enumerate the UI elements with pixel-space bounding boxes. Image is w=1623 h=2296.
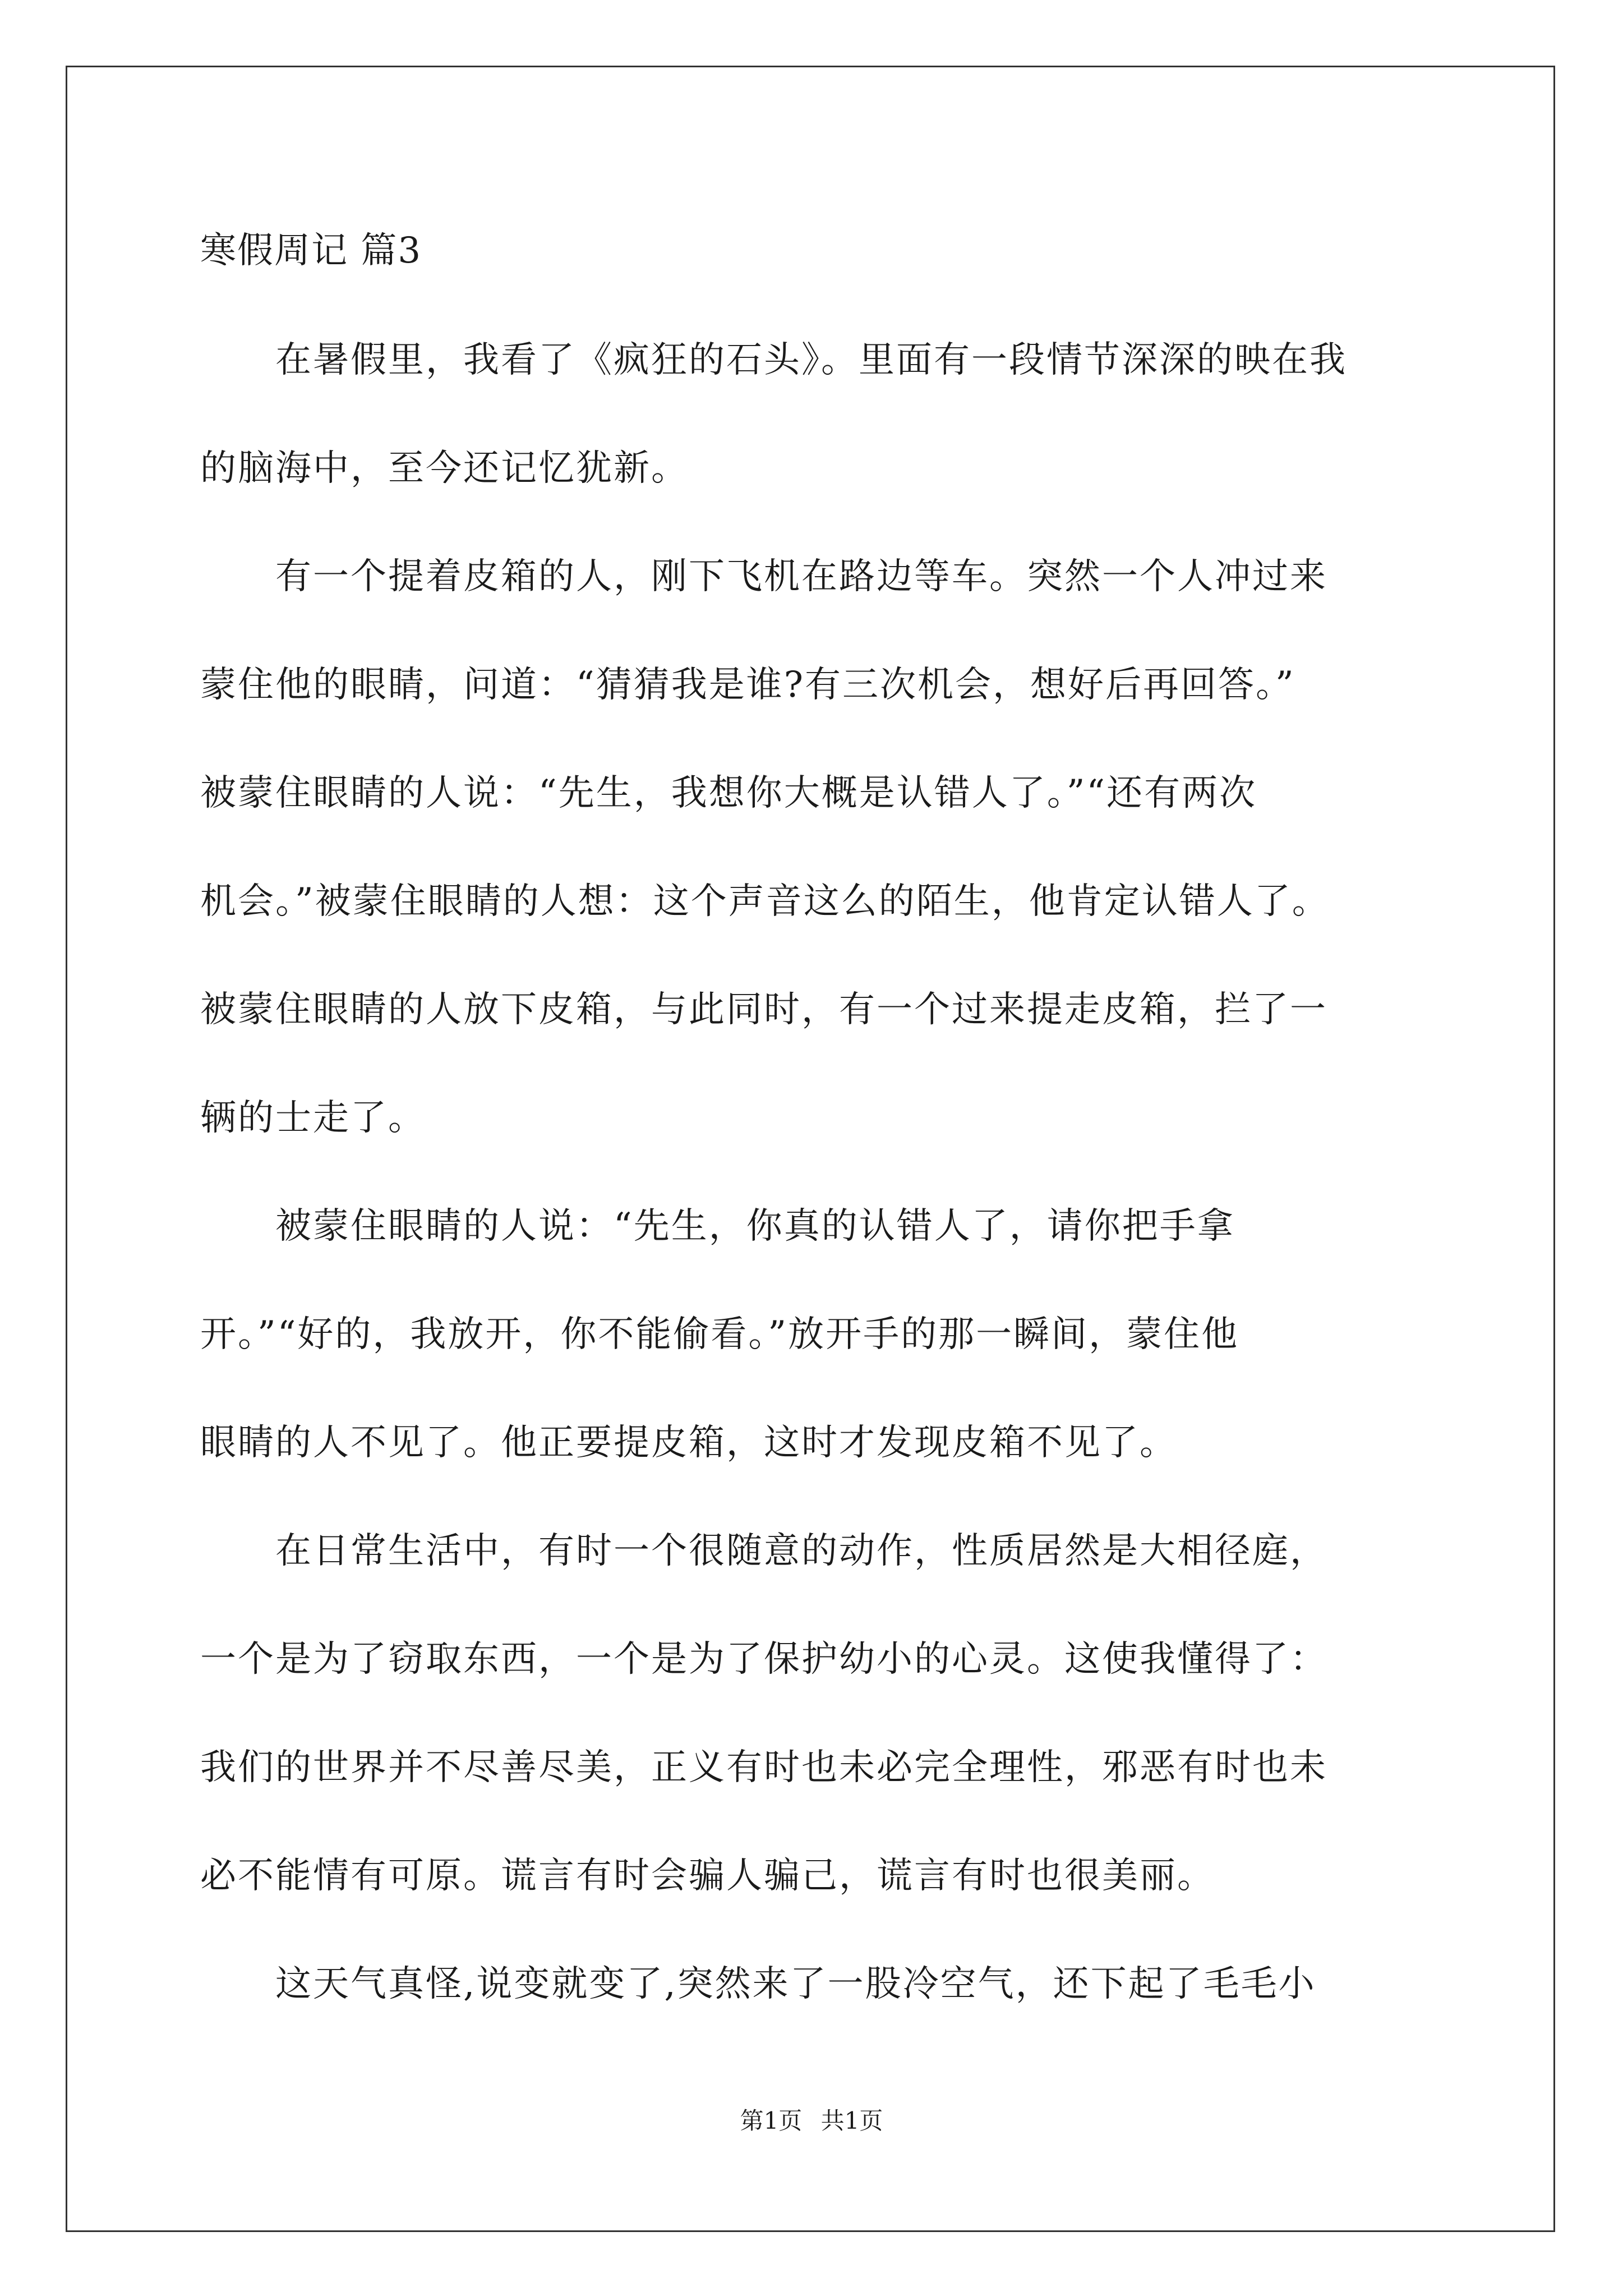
document-title: 寒假周记 篇3: [200, 230, 422, 272]
body-line: 辆的士走了。: [200, 1097, 426, 1139]
body-line: 被蒙住眼睛的人说：“先生，你真的认错人了，请你把手拿: [200, 1205, 1235, 1247]
body-line: 这天气真怪,说变就变了,突然来了一股冷空气，还下起了毛毛小: [200, 1963, 1316, 2005]
page-border: [66, 66, 1555, 2232]
body-line: 蒙住他的眼睛，问道：“猜猜我是谁?有三次机会，想好后再回答。”: [200, 664, 1295, 706]
page-number: 第1页: [740, 2107, 803, 2134]
body-line: 在日常生活中，有时一个很随意的动作，性质居然是大相径庭，: [200, 1530, 1327, 1572]
page-total: 共1页: [820, 2107, 883, 2134]
body-line: 开。”“好的，我放开，你不能偷看。”放开手的那一瞬间，蒙住他: [200, 1314, 1239, 1355]
body-line: 的脑海中，至今还记忆犹新。: [200, 448, 689, 489]
body-line: 必不能情有可原。谎言有时会骗人骗己，谎言有时也很美丽。: [200, 1855, 1215, 1897]
body-line: 眼睛的人不见了。他正要提皮箱，这时才发现皮箱不见了。: [200, 1422, 1177, 1464]
body-line: 一个是为了窃取东西，一个是为了保护幼小的心灵。这使我懂得了：: [200, 1639, 1327, 1680]
body-line: 被蒙住眼睛的人说：“先生，我想你大概是认错人了。”“还有两次: [200, 772, 1257, 814]
body-line: 我们的世界并不尽善尽美，正义有时也未必完全理性，邪恶有时也未: [200, 1747, 1327, 1788]
body-line: 有一个提着皮箱的人，刚下飞机在路边等车。突然一个人冲过来: [200, 556, 1327, 597]
body-line: 在暑假里，我看了《疯狂的石头》。里面有一段情节深深的映在我: [200, 339, 1347, 381]
page-footer: [0, 2109, 1623, 2133]
body-line: 机会。”被蒙住眼睛的人想：这个声音这么的陌生，他肯定认错人了。: [200, 881, 1330, 922]
body-line: 被蒙住眼睛的人放下皮箱，与此同时，有一个过来提走皮箱，拦了一: [200, 989, 1327, 1030]
